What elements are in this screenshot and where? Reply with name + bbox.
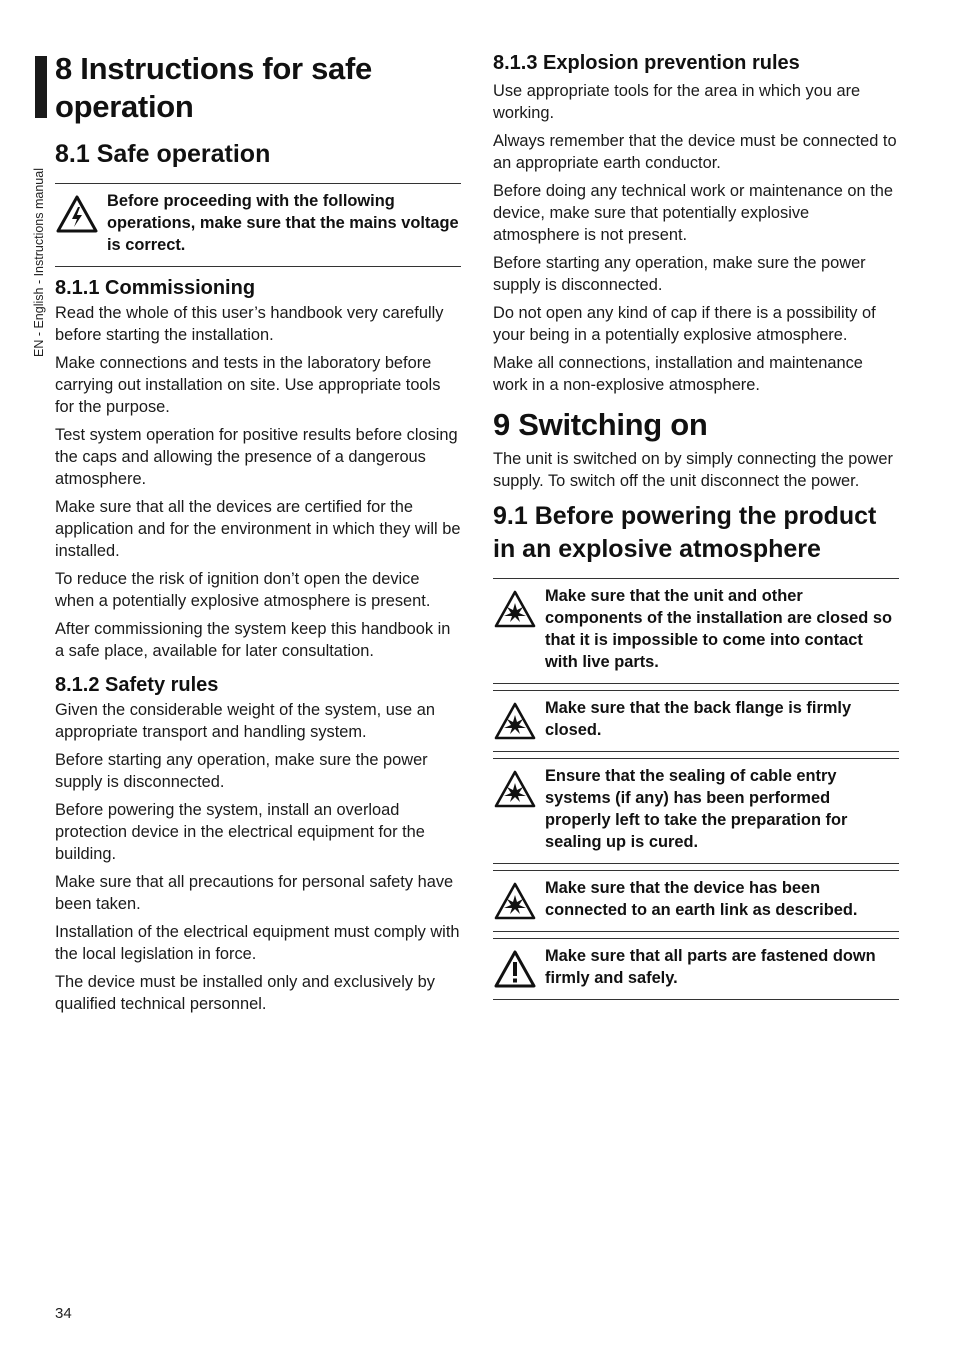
electric-hazard-icon bbox=[55, 194, 99, 234]
warning-text: Ensure that the sealing of cable entry systems (if any) has been performed properly left to take the preparation for sealing up is cured. bbox=[545, 767, 848, 851]
paragraph: Make all connections, installation and maintenance work in a non-explosive atmosphere. bbox=[493, 354, 863, 394]
explosion-body bbox=[493, 80, 899, 396]
warning-box bbox=[493, 870, 899, 932]
right-column bbox=[493, 50, 899, 1000]
paragraph: Test system operation for positive results before closing the caps and allowing the presence of a dangerous atmosphere. bbox=[55, 426, 458, 488]
chapter-bar bbox=[35, 56, 47, 118]
side-label-text: EN - English - Instructions manual bbox=[32, 168, 46, 357]
paragraph: To reduce the risk of ignition don’t open the device when a potentially explosive atmosphere is present. bbox=[55, 570, 431, 610]
warning-box bbox=[493, 758, 899, 864]
warning-text: Before proceeding with the following operations, make sure that the mains voltage is correct. bbox=[107, 192, 459, 254]
section-title-9-1: 9.1 Before powering the product in an explosive atmosphere bbox=[493, 502, 877, 563]
paragraph: Make sure that all precautions for personal safety have been taken. bbox=[55, 873, 454, 913]
paragraph: Installation of the electrical equipment must comply with the local legislation in force. bbox=[55, 923, 460, 963]
subsection-title-explosion: 8.1.3 Explosion prevention rules bbox=[493, 52, 800, 74]
subsection-title-safety: 8.1.2 Safety rules bbox=[55, 674, 219, 696]
paragraph: Given the considerable weight of the system, use an appropriate transport and handling system. bbox=[55, 701, 435, 741]
section-title-8-1: 8.1 Safe operation bbox=[55, 140, 271, 168]
warning-text: Make sure that all parts are fastened down firmly and safely. bbox=[545, 947, 876, 987]
paragraph: Read the whole of this user’s handbook very carefully before starting the installation. bbox=[55, 304, 444, 344]
left-column bbox=[55, 50, 461, 1021]
paragraph: Always remember that the device must be connected to an appropriate earth conductor. bbox=[493, 132, 897, 172]
paragraph: Before starting any operation, make sure the power supply is disconnected. bbox=[55, 751, 428, 791]
warning-box bbox=[55, 183, 461, 267]
safety-body bbox=[55, 699, 461, 1015]
page-number: 34 bbox=[55, 1305, 72, 1322]
subsection-title-commissioning: 8.1.1 Commissioning bbox=[55, 277, 256, 299]
general-warning-icon bbox=[493, 949, 537, 989]
warning-text: Make sure that the device has been connected to an earth link as described. bbox=[545, 879, 858, 919]
warning-box bbox=[493, 690, 899, 752]
explosion-warning-icon bbox=[493, 589, 537, 629]
warning-box bbox=[493, 938, 899, 1000]
warning-list bbox=[493, 578, 899, 1000]
paragraph: Use appropriate tools for the area in which you are working. bbox=[493, 82, 861, 122]
paragraph: The device must be installed only and exclusively by qualified technical personnel. bbox=[55, 973, 435, 1013]
paragraph: Make sure that all the devices are certified for the application and for the environment in which they will be installed. bbox=[55, 498, 461, 560]
paragraph: Before doing any technical work or maintenance on the device, make sure that potentially explosive atmosphere is not present. bbox=[493, 182, 893, 244]
warning-text: Make sure that the unit and other components of the installation are closed so that it is impossible to come into contact with live parts. bbox=[545, 587, 892, 671]
commissioning-body bbox=[55, 302, 461, 662]
warning-box bbox=[493, 578, 899, 684]
side-label bbox=[32, 135, 46, 357]
warning-text: Make sure that the back flange is firmly closed. bbox=[545, 699, 852, 739]
explosion-warning-icon bbox=[493, 881, 537, 921]
explosion-warning-icon bbox=[493, 769, 537, 809]
paragraph: Before powering the system, install an overload protection device in the electrical equipment for the building. bbox=[55, 801, 425, 863]
switching-text: The unit is switched on by simply connecting the power supply. To switch off the unit disconnect the power. bbox=[493, 450, 893, 490]
explosion-warning-icon bbox=[493, 701, 537, 741]
chapter-title-9: 9 Switching on bbox=[493, 407, 708, 442]
paragraph: Make connections and tests in the laboratory before carrying out installation on site. Use appropriate tools for the purpose. bbox=[55, 354, 441, 416]
chapter-title-8: 8 Instructions for safe operation bbox=[55, 51, 372, 124]
paragraph: Do not open any kind of cap if there is a possibility of your being in a potentially explosive atmosphere. bbox=[493, 304, 876, 344]
paragraph: Before starting any operation, make sure the power supply is disconnected. bbox=[493, 254, 866, 294]
paragraph: After commissioning the system keep this handbook in a safe place, available for later consultation. bbox=[55, 620, 451, 660]
